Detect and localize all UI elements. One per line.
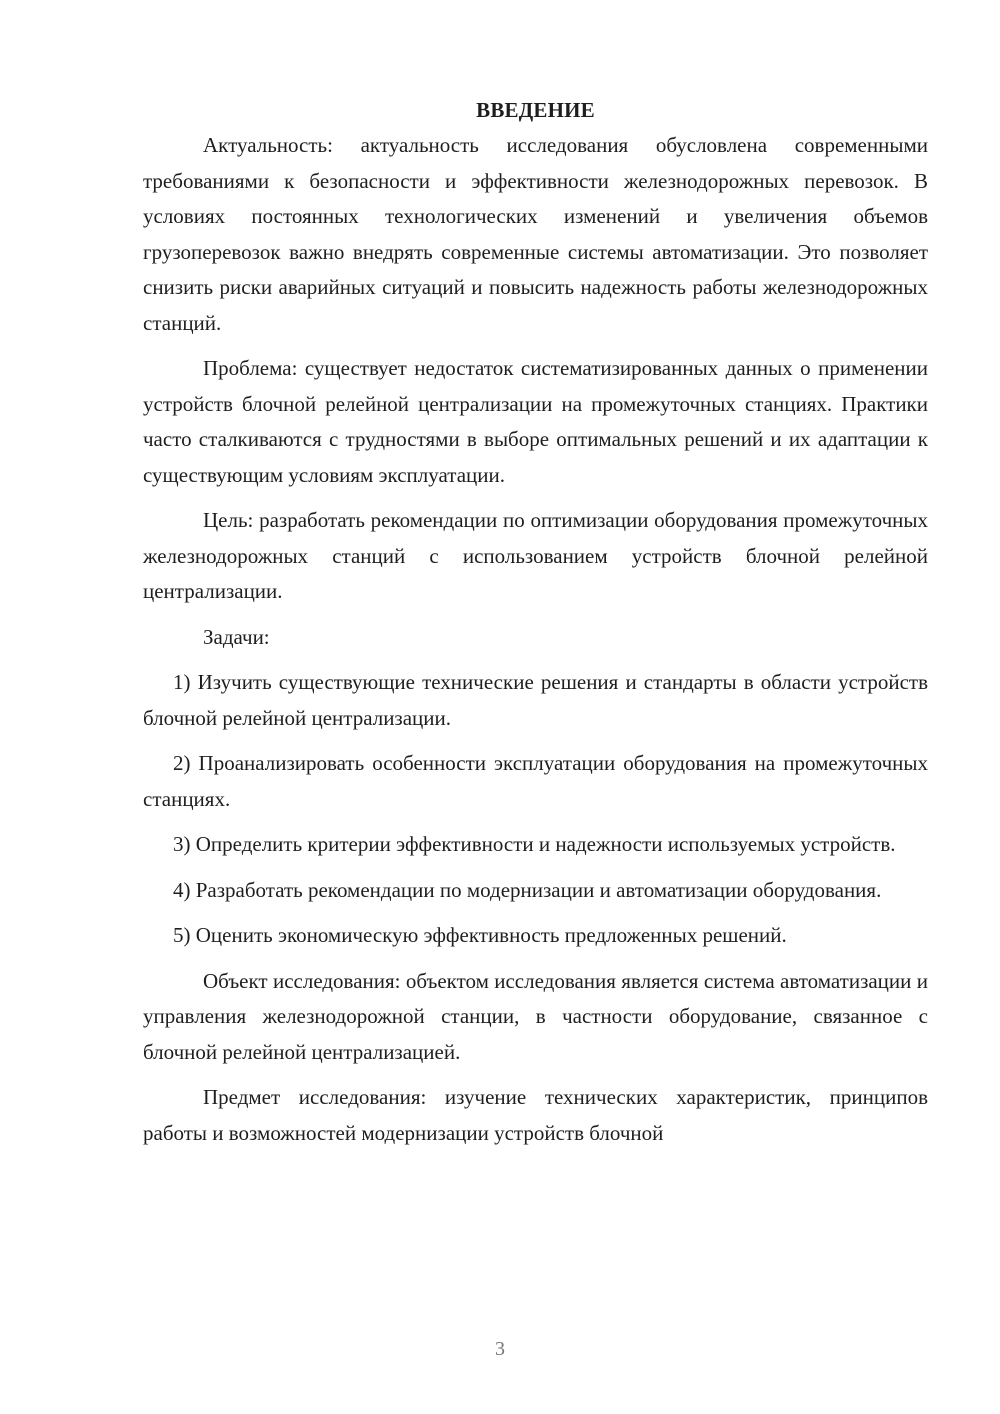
paragraph-goal: Цель: разработать рекомендации по оптимизации оборудования промежуточных железнодорожных станций с использованием устройств блочной релейной централизации. [143, 508, 928, 603]
list-item: 1) Изучить существующие технические решения и стандарты в области устройств блочной релейной централизации. [143, 670, 928, 730]
list-item: 5) Оценить экономическую эффективность предложенных решений. [173, 923, 787, 947]
page-content [143, 93, 928, 1161]
paragraph-tasks-label: Задачи: [203, 624, 270, 649]
page-title: ВВЕДЕНИЕ [476, 98, 595, 122]
paragraph-object: Объект исследования: объектом исследования является система автоматизации и управления железнодорожной станции, в частности оборудование, связанное с блочной релейной централизацией. [143, 968, 928, 1064]
tasks-list [143, 665, 928, 954]
list-item: 2) Проанализировать особенности эксплуатации оборудования на промежуточных станциях. [143, 751, 928, 811]
paragraph-subject: Предмет исследования: изучение технических характеристик, принципов работы и возможностей модернизации устройств блочной [143, 1085, 928, 1145]
list-item: 3) Определить критерии эффективности и надежности используемых устройств. [173, 832, 896, 856]
list-item: 4) Разработать рекомендации по модернизации и автоматизации оборудования. [173, 877, 882, 902]
paragraph-problem: Проблема: существует недостаток систематизированных данных о применении устройств блочной релейной централизации на промежуточных станциях. Практики часто сталкиваются с трудностями в выборе оптимальных решений и их адаптации к существующим условиям эксплуатации. [143, 356, 928, 487]
page-number: 3 [495, 1338, 505, 1360]
paragraph-relevance: Актуальность: актуальность исследования обусловлена современными требованиями к безопасности и эффективности железнодорожных перевозок. В условиях постоянных технологических изменений и увеличения объемов грузоперевозок важно внедрять современные системы автоматизации. Это позволяет снизить риски аварийных ситуаций и повысить надежность работы железнодорожных станций. [143, 133, 928, 335]
